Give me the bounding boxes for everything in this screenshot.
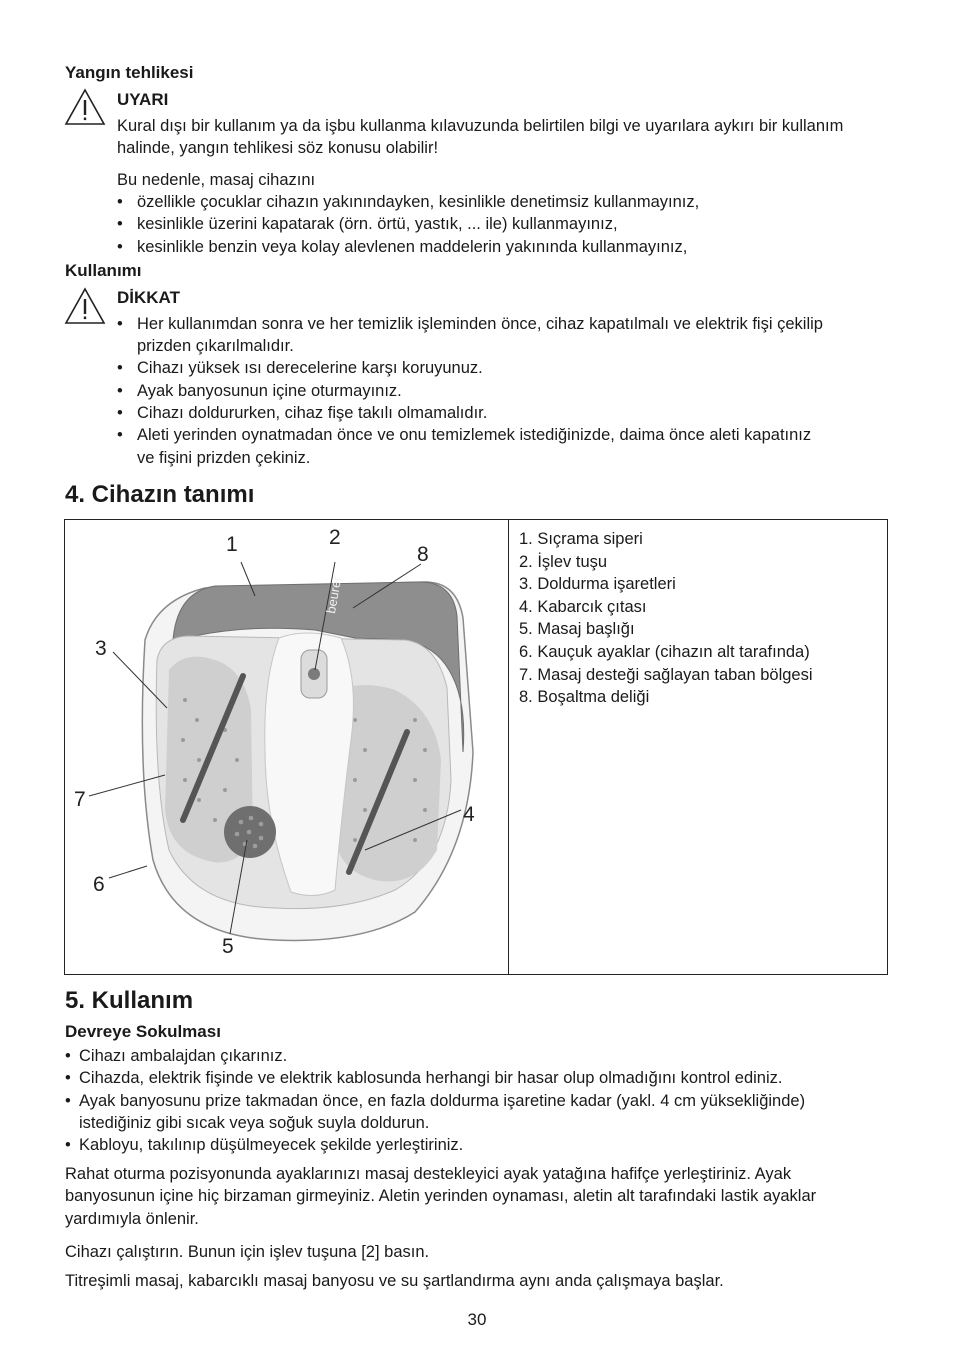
callout-2: 2 <box>329 526 341 549</box>
commissioning-subheading: Devreye Sokulması <box>65 1022 221 1041</box>
list-item: 8. Boşaltma deliği <box>519 688 650 707</box>
list-item: 1. Sıçrama siperi <box>519 530 643 548</box>
table-divider <box>508 520 509 974</box>
warning-triangle-icon <box>64 287 106 325</box>
device-description-table <box>64 519 888 975</box>
callout-8: 8 <box>417 543 429 566</box>
paragraph-line: Rahat oturma pozisyonunda ayaklarınızı masaj destekleyici ayak yatağına hafifçe yerleştiriniz. Ayak <box>65 1165 792 1183</box>
callout-7: 7 <box>74 788 86 811</box>
caution-label: DİKKAT <box>117 288 180 307</box>
list-item: 6. Kauçuk ayaklar (cihazın alt tarafında) <box>519 642 810 661</box>
fire-hazard-heading: Yangın tehlikesi <box>65 63 194 82</box>
parts-list <box>519 528 813 709</box>
callout-3: 3 <box>95 637 107 660</box>
section-5-title: 5. Kullanım <box>65 987 194 1014</box>
list-item: 3. Doldurma işaretleri <box>519 575 676 594</box>
warning-text-line-1: Kural dışı bir kullanım ya da işbu kullanma kılavuzunda belirtilen bilgi ve uyarılara aykırı bir kullanım <box>117 117 844 135</box>
page-number: 30 <box>467 1310 487 1329</box>
warning-label: UYARI <box>117 90 169 109</box>
list-item: 4. Kabarcık çıtası <box>519 597 647 616</box>
warning-text-line-2: halinde, yangın tehlikesi söz konusu olabilir! <box>117 139 439 157</box>
paragraph-line: banyosunun içine hiç birzaman girmeyiniz. Aletin yerinden oynaması, aletin alt tarafındaki lastik ayaklar <box>65 1187 817 1205</box>
fire-intro: Bu nedenle, masaj cihazını <box>117 171 316 189</box>
list-item: 2. İşlev tuşu <box>519 552 608 571</box>
callout-5: 5 <box>222 935 234 958</box>
paragraph: Cihazı çalıştırın. Bunun için işlev tuşuna [2] basın. <box>65 1243 430 1261</box>
callout-4: 4 <box>463 803 475 826</box>
callout-1: 1 <box>226 533 238 556</box>
list-item: 5. Masaj başlığı <box>519 620 635 639</box>
brand-logo: beurer <box>323 574 345 615</box>
callout-6: 6 <box>93 873 105 896</box>
list-item: 7. Masaj desteği sağlayan taban bölgesi <box>519 665 813 684</box>
section-4-title: 4. Cihazın tanımı <box>65 481 255 508</box>
warning-triangle-icon <box>64 88 106 126</box>
foot-bath-illustration <box>65 520 508 974</box>
paragraph: Titreşimli masaj, kabarcıklı masaj banyosu ve su şartlandırma aynı anda çalışmaya başlar. <box>65 1272 724 1290</box>
usage-heading: Kullanımı <box>65 261 142 280</box>
paragraph-line: yardımıyla önlenir. <box>65 1210 199 1228</box>
